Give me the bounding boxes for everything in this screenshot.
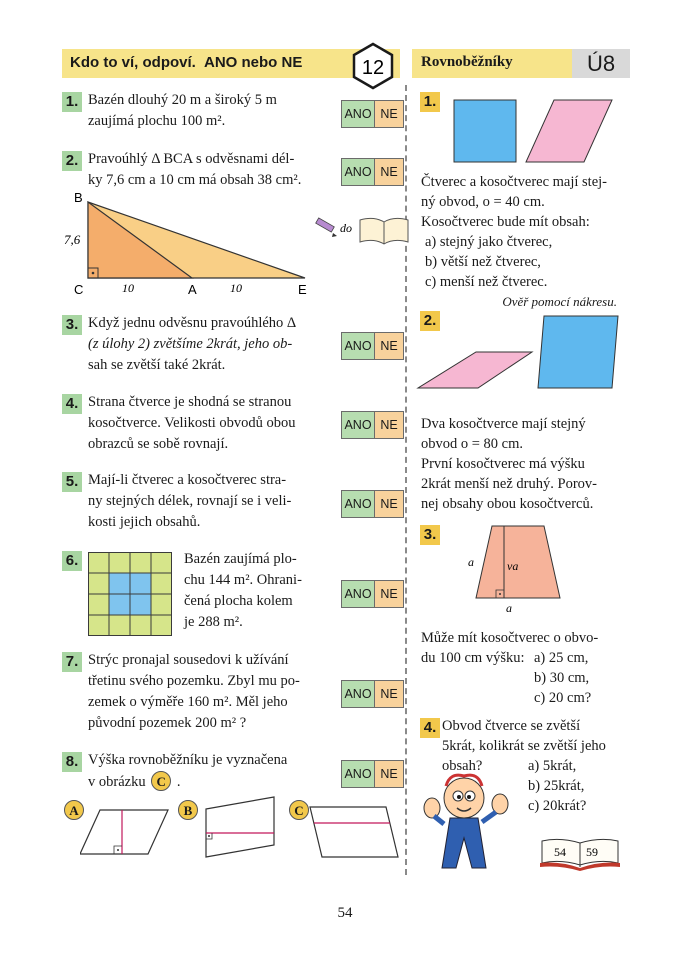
ne-button[interactable]: NE bbox=[374, 332, 404, 360]
task-line: ný obvod, o = 40 cm. bbox=[421, 194, 545, 210]
ano-button[interactable]: ANO bbox=[341, 760, 375, 788]
header-left-title bbox=[70, 54, 302, 71]
book-page-right: 59 bbox=[586, 845, 598, 859]
ano-button[interactable]: ANO bbox=[341, 680, 375, 708]
question-text bbox=[88, 650, 338, 734]
section-code: Ú8 bbox=[572, 49, 630, 78]
page-number: 54 bbox=[337, 905, 353, 921]
task-option: c) 20 cm? bbox=[534, 690, 592, 706]
do-label: do bbox=[340, 221, 352, 235]
ne-button[interactable]: NE bbox=[374, 158, 404, 186]
vertex-e-label: E bbox=[298, 282, 307, 297]
question-line: (z úlohy 2) zvětšíme 2krát, jeho ob- bbox=[88, 336, 293, 352]
cartoon-character-icon bbox=[420, 768, 520, 878]
question-number: 3. bbox=[62, 315, 82, 335]
question-text bbox=[88, 149, 338, 191]
task-option: a) 5krát, bbox=[528, 758, 577, 774]
question-line-part: v obrázku bbox=[88, 774, 146, 790]
task-line: Kosočtverec bude mít obsah: bbox=[421, 214, 590, 230]
question-line: třetinu svého pozemku. Zbyl mu po- bbox=[88, 673, 300, 689]
open-book-icon bbox=[314, 212, 410, 248]
question-line: Bazén dlouhý 20 m a široký 5 m bbox=[88, 92, 277, 108]
task-option: c) 20krát? bbox=[528, 798, 587, 814]
question-line: sah se zvětší také 2krát. bbox=[88, 357, 226, 373]
ne-button[interactable]: NE bbox=[374, 100, 404, 128]
question-line: Strana čtverce je shodná se stranou bbox=[88, 394, 292, 410]
ne-button[interactable]: NE bbox=[374, 580, 404, 608]
book-page-left: 54 bbox=[554, 845, 566, 859]
parallelogram-a bbox=[80, 808, 170, 858]
hexagon-badge bbox=[349, 42, 397, 90]
question-number: 2. bbox=[62, 151, 82, 171]
task-option: b) 30 cm, bbox=[534, 670, 590, 686]
task-option: c) menší než čtverec. bbox=[425, 274, 548, 290]
side-a-label: a bbox=[468, 555, 474, 569]
triangle-figure bbox=[60, 190, 320, 300]
square-rhombus-figure bbox=[450, 96, 620, 166]
question-line: Bazén zaujímá plo- bbox=[184, 551, 297, 567]
vertex-a-label: A bbox=[188, 282, 197, 297]
header-ano-ne: ANO nebo NE bbox=[204, 54, 303, 71]
task-number: 4. bbox=[420, 718, 440, 738]
task-number: 3. bbox=[420, 525, 440, 545]
question-line: zaujímá plochu 100 m². bbox=[88, 113, 226, 129]
question-text bbox=[88, 750, 338, 793]
ne-button[interactable]: NE bbox=[374, 490, 404, 518]
task-line: du 100 cm výšku: bbox=[421, 650, 525, 666]
ne-button[interactable]: NE bbox=[374, 680, 404, 708]
ano-button[interactable]: ANO bbox=[341, 332, 375, 360]
question-line: čená plocha kolem bbox=[184, 593, 293, 609]
ne-button[interactable]: NE bbox=[374, 760, 404, 788]
header-right-title: Rovnoběžníky bbox=[421, 54, 513, 70]
task-number: 2. bbox=[420, 311, 440, 331]
ano-button[interactable]: ANO bbox=[341, 158, 375, 186]
task-text bbox=[421, 172, 621, 312]
parallelogram-b bbox=[200, 795, 280, 865]
height-va-label: va bbox=[507, 559, 519, 573]
task-line: 2krát menší než druhý. Porov- bbox=[421, 476, 597, 492]
task-note: Ověř pomocí nákresu. bbox=[502, 294, 617, 309]
book-reference-icon bbox=[538, 835, 622, 871]
base-a-label: a bbox=[506, 601, 512, 614]
question-text bbox=[184, 549, 334, 633]
task-line: obvod o = 80 cm. bbox=[421, 436, 524, 452]
side-ca-label: 10 bbox=[122, 281, 134, 295]
ano-button[interactable]: ANO bbox=[341, 100, 375, 128]
task-line: Může mít kosočtverec o obvo- bbox=[421, 630, 599, 646]
header-title-text: Kdo to ví, odpoví. bbox=[70, 54, 196, 71]
task-number: 1. bbox=[420, 92, 440, 112]
question-line: Pravoúhlý Δ BCA s odvěsnami dél- bbox=[88, 151, 295, 167]
rhombus-height-figure bbox=[460, 522, 580, 614]
question-number: 1. bbox=[62, 92, 82, 112]
question-text bbox=[88, 313, 338, 376]
task-line: První kosočtverec má výšku bbox=[421, 456, 585, 472]
column-divider bbox=[405, 85, 407, 875]
question-line: kosočtverce. Velikosti obvodů obou bbox=[88, 415, 296, 431]
ano-button[interactable]: ANO bbox=[341, 490, 375, 518]
task-line: Obvod čtverce se zvětší bbox=[442, 718, 581, 734]
option-c-badge: C bbox=[289, 800, 309, 820]
question-line: původní pozemek 200 m² ? bbox=[88, 715, 247, 731]
ne-button[interactable]: NE bbox=[374, 411, 404, 439]
task-line: Čtverec a kosočtverec mají stej- bbox=[421, 174, 608, 190]
task-text bbox=[421, 628, 621, 708]
pencil-icon bbox=[316, 218, 337, 237]
vertex-b-label: B bbox=[74, 190, 83, 205]
task-option: b) 25krát, bbox=[528, 778, 585, 794]
question-line: chu 144 m². Ohrani- bbox=[184, 572, 302, 588]
question-text bbox=[88, 90, 338, 132]
question-line: Když jednu odvěsnu pravoúhlého Δ bbox=[88, 315, 297, 331]
question-number: 7. bbox=[62, 652, 82, 672]
question-line: Strýc pronajal sousedovi k užívání bbox=[88, 652, 289, 668]
option-a-badge: A bbox=[64, 800, 84, 820]
question-number: 5. bbox=[62, 472, 82, 492]
task-text bbox=[421, 414, 621, 514]
question-number: 8. bbox=[62, 752, 82, 772]
question-line: zemek o výměře 160 m². Měl jeho bbox=[88, 694, 288, 710]
parallelogram-c bbox=[308, 805, 400, 861]
circled-option-c: C bbox=[151, 771, 171, 791]
two-rhombuses-figure bbox=[414, 312, 624, 392]
badge-number: 12 bbox=[361, 57, 385, 79]
option-b-badge: B bbox=[178, 800, 198, 820]
ano-button[interactable]: ANO bbox=[341, 580, 375, 608]
question-number: 4. bbox=[62, 394, 82, 414]
question-line: obrazců se sobě rovnají. bbox=[88, 436, 229, 452]
question-line-part: . bbox=[176, 774, 181, 790]
side-ae-label: 10 bbox=[230, 281, 242, 295]
task-line: Dva kosočtverce mají stejný bbox=[421, 416, 586, 432]
question-text bbox=[88, 470, 338, 533]
question-text bbox=[88, 392, 338, 455]
pool-grid-figure bbox=[88, 552, 172, 636]
question-number: 6. bbox=[62, 551, 82, 571]
task-option: a) 25 cm, bbox=[534, 650, 589, 666]
task-line: nej obsahy obou kosočtverců. bbox=[421, 496, 594, 512]
question-line: Mají-li čtverec a kosočtverec stra- bbox=[88, 472, 287, 488]
task-option: b) větší než čtverec, bbox=[425, 254, 541, 270]
task-option: a) stejný jako čtverec, bbox=[425, 234, 553, 250]
vertex-c-label: C bbox=[74, 282, 84, 297]
task-line: 5krát, kolikrát se zvětší jeho bbox=[442, 738, 606, 754]
ano-button[interactable]: ANO bbox=[341, 411, 375, 439]
question-line: Výška rovnoběžníku je vyznačena bbox=[88, 752, 288, 768]
question-line: kosti jejich obsahů. bbox=[88, 514, 201, 530]
question-line: je 288 m². bbox=[184, 614, 243, 630]
question-line bbox=[88, 771, 338, 793]
side-bc-label: 7,6 bbox=[64, 232, 81, 247]
question-line: ny stejných délek, rovnají se i veli- bbox=[88, 493, 292, 509]
task-line: obsah? bbox=[442, 758, 483, 774]
question-line: ky 7,6 cm a 10 cm má obsah 38 cm². bbox=[88, 172, 302, 188]
